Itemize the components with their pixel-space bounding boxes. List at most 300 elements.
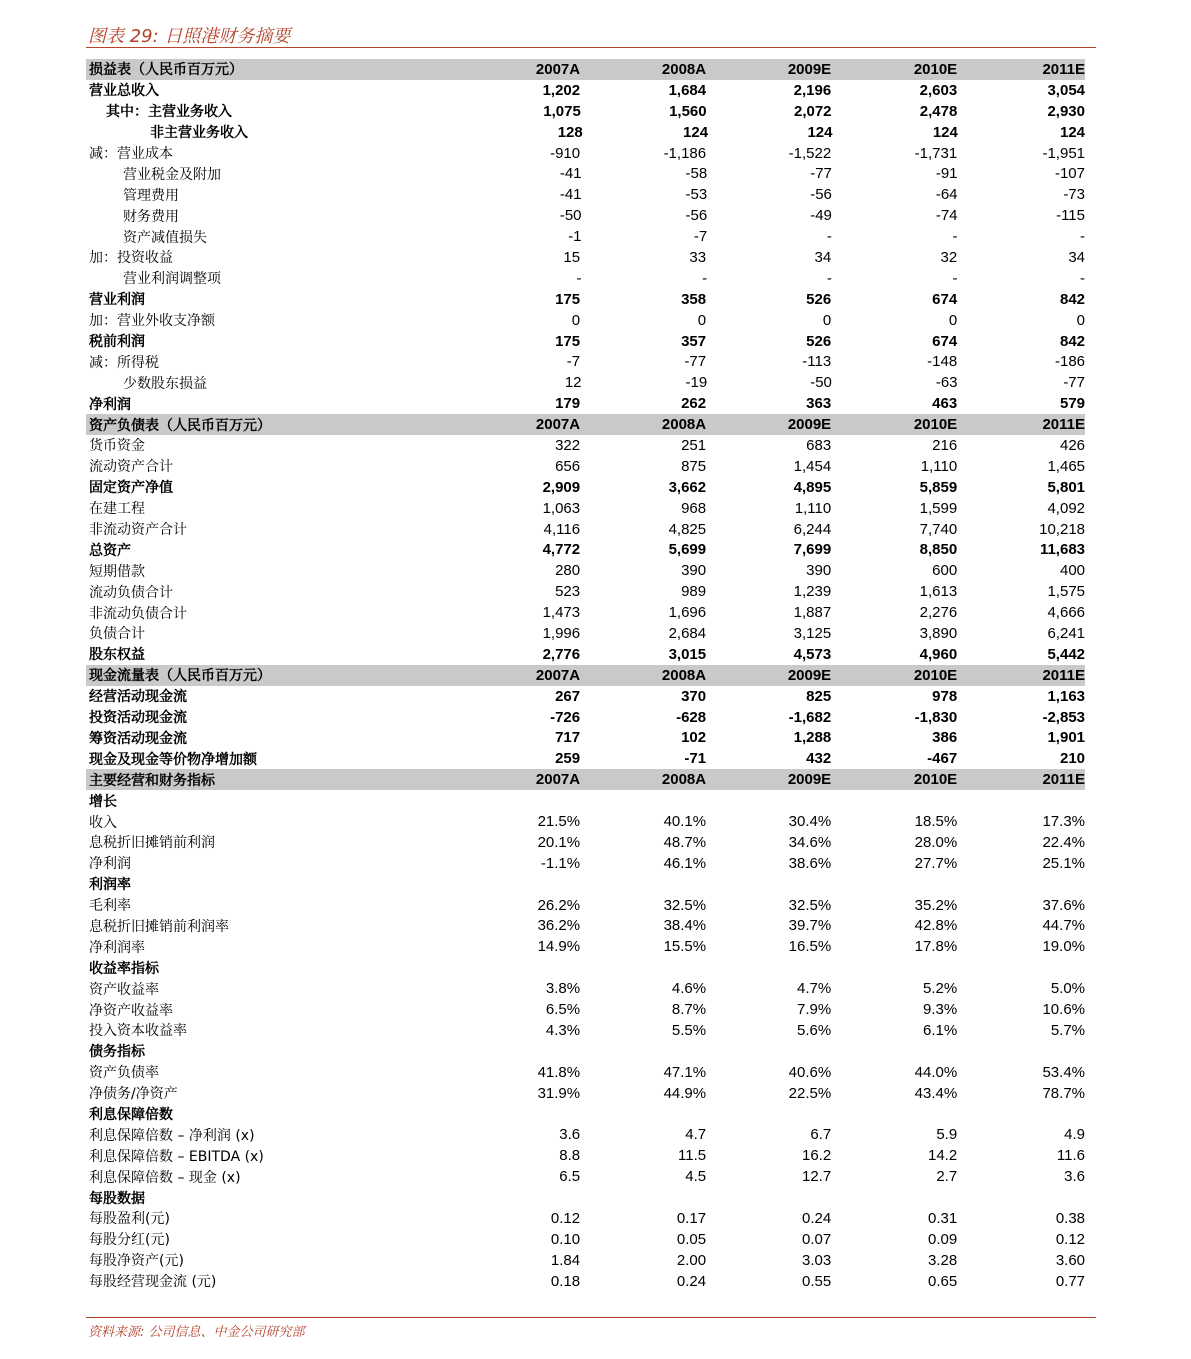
value-cell: -77 <box>1063 374 1085 392</box>
value-cell: 0 <box>948 311 958 329</box>
year-header-cell: 2007A <box>535 416 581 434</box>
value-cell: 17.8% <box>914 938 958 956</box>
value-cell: -73 <box>1063 186 1085 204</box>
value-cell: 8.7% <box>671 1001 707 1019</box>
section-header-row <box>86 59 1085 80</box>
value-cell: 48.7% <box>663 833 707 851</box>
row-label: 净资产收益率 <box>89 1002 173 1019</box>
value-cell: 251 <box>681 436 707 454</box>
value-cell: 47.1% <box>663 1063 707 1081</box>
row-label: 投入资本收益率 <box>89 1023 187 1040</box>
value-cell: -1,951 <box>1042 144 1086 162</box>
value-cell: 124 <box>932 123 958 141</box>
value-cell: 5,859 <box>919 478 958 496</box>
value-cell: -49 <box>810 207 832 225</box>
year-header-cell: 2011E <box>1042 771 1086 789</box>
value-cell: 0.24 <box>676 1272 707 1290</box>
table-row <box>86 1104 1085 1125</box>
value-cell: 1,110 <box>794 499 832 517</box>
year-header-cell: 2007A <box>535 60 581 78</box>
value-cell: 2,196 <box>793 81 832 99</box>
row-label: 营业税金及附加 <box>123 166 221 183</box>
table-row <box>86 1124 1085 1145</box>
value-cell: 262 <box>681 395 707 413</box>
value-cell: 432 <box>806 750 832 768</box>
table-row <box>86 1083 1085 1104</box>
year-header-cell: 2009E <box>787 771 832 789</box>
value-cell: 102 <box>681 729 707 747</box>
value-cell: -1,830 <box>914 708 958 726</box>
value-cell: 15.5% <box>663 938 707 956</box>
table-row <box>86 310 1085 331</box>
value-cell: -726 <box>550 708 581 726</box>
table-row <box>86 268 1085 289</box>
value-cell: -186 <box>1054 353 1086 371</box>
value-cell: 17.3% <box>1042 813 1086 830</box>
value-cell: 14.2 <box>927 1147 958 1165</box>
value-cell: -1,186 <box>663 144 707 162</box>
value-cell: 875 <box>681 457 707 475</box>
row-label: 营业利润调整项 <box>123 271 221 288</box>
value-cell: 175 <box>555 290 581 308</box>
table-row <box>86 1208 1085 1229</box>
value-cell: - <box>952 228 958 246</box>
value-cell: -50 <box>810 374 832 392</box>
value-cell: 78.7% <box>1042 1084 1086 1102</box>
value-cell: 0.24 <box>801 1209 832 1227</box>
value-cell: 39.7% <box>788 917 832 935</box>
table-row <box>86 874 1085 895</box>
table-row <box>86 435 1085 456</box>
row-label: 减：营业成本 <box>89 146 173 162</box>
value-cell: 390 <box>806 562 832 580</box>
table-row <box>86 623 1085 644</box>
value-cell: 1,075 <box>543 102 581 120</box>
row-label: 流动负债合计 <box>89 584 173 601</box>
value-cell: 386 <box>932 729 958 747</box>
year-header-cell: 2009E <box>787 416 832 434</box>
value-cell: 16.5% <box>788 938 832 956</box>
table-row <box>86 1250 1085 1271</box>
row-label: 筹资活动现金流 <box>89 730 187 747</box>
year-header-cell: 2010E <box>913 771 958 789</box>
table-row <box>86 101 1085 122</box>
value-cell: 523 <box>555 583 581 601</box>
value-cell: 4.7 <box>685 1126 707 1144</box>
value-cell: 53.4% <box>1042 1063 1086 1081</box>
table-row <box>86 477 1085 498</box>
row-label: 利息保障倍数 – 现金 (x) <box>89 1169 241 1186</box>
table-row <box>86 936 1085 957</box>
value-cell: 2,072 <box>793 102 832 120</box>
section-title: 资产负债表（人民币百万元） <box>89 417 271 434</box>
value-cell: 0.12 <box>1055 1230 1086 1248</box>
value-cell: 12 <box>564 374 582 392</box>
value-cell: -107 <box>1054 165 1085 183</box>
value-cell: 124 <box>1059 123 1086 141</box>
value-cell: 3.6 <box>1064 1168 1086 1186</box>
value-cell: 400 <box>1059 562 1086 580</box>
value-cell: 1.84 <box>550 1251 581 1269</box>
value-cell: - <box>952 269 958 287</box>
value-cell: 38.6% <box>788 854 832 872</box>
table-row <box>86 372 1085 393</box>
table-row <box>86 456 1085 477</box>
value-cell: 674 <box>932 332 958 350</box>
value-cell: 5,442 <box>1047 645 1086 663</box>
value-cell: -1.1% <box>540 854 581 872</box>
value-cell: 363 <box>806 395 832 413</box>
value-cell: 7,699 <box>793 541 832 559</box>
table-row <box>86 289 1085 310</box>
table-row <box>86 602 1085 623</box>
value-cell: - <box>576 269 582 287</box>
value-cell: -148 <box>927 353 958 371</box>
table-row <box>86 790 1085 811</box>
value-cell: 0.18 <box>550 1272 581 1290</box>
value-cell: 20.1% <box>537 833 581 851</box>
value-cell: 3,054 <box>1047 81 1086 99</box>
value-cell: 1,110 <box>920 457 958 475</box>
year-header-cell: 2007A <box>535 666 581 684</box>
row-label: 每股分红(元) <box>89 1232 170 1249</box>
value-cell: - <box>826 228 832 246</box>
year-header-cell: 2011E <box>1042 416 1086 434</box>
value-cell: 2,603 <box>919 81 958 99</box>
value-cell: 34.6% <box>788 833 832 851</box>
value-cell: 4,116 <box>543 520 581 538</box>
value-cell: 674 <box>932 290 958 308</box>
row-label: 毛利率 <box>89 898 131 915</box>
value-cell: 2,776 <box>542 645 581 663</box>
table-row <box>86 560 1085 581</box>
title-divider <box>86 47 1096 48</box>
row-label: 非主营业务收入 <box>150 125 248 142</box>
value-cell: 44.9% <box>663 1084 707 1102</box>
year-header-cell: 2008A <box>661 60 707 78</box>
row-label: 收入 <box>89 814 117 831</box>
value-cell: 31.9% <box>537 1084 581 1102</box>
row-label: 净利润 <box>89 396 131 413</box>
value-cell: 32.5% <box>788 896 832 914</box>
value-cell: 4,092 <box>1047 499 1086 517</box>
value-cell: 4.3% <box>545 1021 581 1039</box>
table-row <box>86 748 1085 769</box>
value-cell: -77 <box>684 353 707 371</box>
row-label: 管理费用 <box>123 187 179 204</box>
table-row <box>86 498 1085 519</box>
value-cell: 1,901 <box>1047 729 1086 747</box>
value-cell: 968 <box>681 499 707 517</box>
value-cell: 42.8% <box>914 917 958 935</box>
value-cell: 19.0% <box>1042 938 1086 956</box>
row-label: 加：投资收益 <box>89 250 173 267</box>
value-cell: 426 <box>1059 436 1086 454</box>
value-cell: 21.5% <box>537 813 581 830</box>
row-label: 减：所得税 <box>89 354 159 371</box>
value-cell: 2,909 <box>542 478 581 496</box>
year-header-cell: 2008A <box>661 666 707 684</box>
value-cell: 358 <box>681 290 707 308</box>
value-cell: 2,478 <box>919 102 958 120</box>
value-cell: 322 <box>555 436 581 454</box>
value-cell: 25.1% <box>1042 854 1086 872</box>
value-cell: -64 <box>935 186 958 204</box>
value-cell: -467 <box>927 750 958 768</box>
row-label: 营业总收入 <box>89 83 159 100</box>
table-row <box>86 143 1085 164</box>
table-row <box>86 853 1085 874</box>
value-cell: 4.6% <box>671 980 707 998</box>
value-cell: -910 <box>550 144 581 162</box>
value-cell: 280 <box>555 562 581 580</box>
year-header-cell: 2009E <box>787 666 832 684</box>
row-label: 财务费用 <box>123 208 179 225</box>
value-cell: 1,560 <box>669 102 707 120</box>
value-cell: 5.2% <box>922 980 958 998</box>
value-cell: 2.00 <box>676 1251 707 1269</box>
row-label: 股东权益 <box>89 647 145 664</box>
value-cell: 22.4% <box>1042 833 1086 851</box>
row-label: 利息保障倍数 <box>89 1106 173 1123</box>
value-cell: 0.55 <box>801 1272 832 1290</box>
value-cell: 0.12 <box>550 1209 581 1227</box>
row-label: 每股经营现金流 (元) <box>89 1274 217 1291</box>
value-cell: 210 <box>1059 750 1086 768</box>
row-label: 非流动资产合计 <box>89 522 187 539</box>
row-label: 息税折旧摊销前利润 <box>89 835 215 852</box>
value-cell: -628 <box>676 708 707 726</box>
table-row <box>86 1041 1085 1062</box>
table-row <box>86 581 1085 602</box>
value-cell: 124 <box>807 123 833 141</box>
value-cell: 4.7% <box>796 980 832 998</box>
section-header-row <box>86 769 1085 790</box>
value-cell: - <box>826 269 832 287</box>
value-cell: 41.8% <box>537 1063 581 1081</box>
value-cell: 1,063 <box>542 499 581 517</box>
table-row <box>86 331 1085 352</box>
table-row <box>86 80 1085 101</box>
value-cell: 267 <box>555 687 581 705</box>
value-cell: 8,850 <box>919 541 958 559</box>
row-label: 利息保障倍数 – EBITDA (x) <box>89 1148 264 1165</box>
figure-title: 图表 29: 日照港财务摘要 <box>88 26 291 47</box>
row-label: 每股盈利(元) <box>89 1211 170 1228</box>
row-label: 总资产 <box>89 542 131 559</box>
value-cell: 978 <box>932 687 958 705</box>
year-header-cell: 2010E <box>913 416 958 434</box>
table-row <box>86 644 1085 665</box>
value-cell: 6.5 <box>559 1168 581 1186</box>
value-cell: -91 <box>935 165 958 183</box>
row-label: 少数股东损益 <box>123 375 207 392</box>
row-label: 利润率 <box>89 877 131 894</box>
value-cell: 6.1% <box>922 1021 958 1039</box>
value-cell: 4.5 <box>685 1168 707 1186</box>
value-cell: -7 <box>693 228 708 246</box>
value-cell: 1,613 <box>919 583 958 601</box>
row-label: 每股净资产(元) <box>89 1253 184 1270</box>
value-cell: -63 <box>935 374 958 392</box>
value-cell: 35.2% <box>914 896 958 914</box>
value-cell: 390 <box>681 562 707 580</box>
value-cell: 46.1% <box>663 854 707 872</box>
value-cell: -58 <box>685 165 708 183</box>
row-label: 在建工程 <box>89 501 145 518</box>
value-cell: 33 <box>689 248 707 266</box>
footer-divider <box>86 1317 1096 1318</box>
value-cell: 1,473 <box>542 604 581 622</box>
value-cell: - <box>1080 269 1085 287</box>
table-row <box>86 895 1085 916</box>
section-title: 现金流量表（人民币百万元） <box>89 668 271 685</box>
table-row <box>86 1271 1085 1292</box>
row-label: 债务指标 <box>89 1044 145 1061</box>
value-cell: 0.10 <box>550 1230 581 1248</box>
value-cell: -77 <box>810 165 832 183</box>
row-label: 净利润 <box>89 856 131 873</box>
value-cell: 124 <box>683 123 709 141</box>
row-label: 固定资产净值 <box>89 480 173 497</box>
value-cell: -74 <box>935 207 958 225</box>
row-label: 利息保障倍数 – 净利润 (x) <box>89 1127 255 1144</box>
value-cell: 989 <box>681 583 707 601</box>
value-cell: -1,522 <box>788 144 832 162</box>
section-header-row <box>86 665 1085 686</box>
value-cell: 3.60 <box>1055 1251 1086 1269</box>
value-cell: 11.6 <box>1056 1147 1086 1165</box>
value-cell: 4,573 <box>793 645 832 663</box>
value-cell: 7,740 <box>919 520 958 538</box>
value-cell: 2.7 <box>936 1168 958 1186</box>
value-cell: 3,662 <box>668 478 707 496</box>
value-cell: 717 <box>555 729 581 747</box>
table-row <box>86 957 1085 978</box>
value-cell: 1,887 <box>793 604 832 622</box>
value-cell: 40.1% <box>663 813 707 830</box>
table-row <box>86 1229 1085 1250</box>
row-label: 其中：主营业务收入 <box>106 104 232 121</box>
value-cell: -53 <box>685 186 708 204</box>
value-cell: 1,454 <box>793 457 832 475</box>
row-label: 负债合计 <box>89 626 145 643</box>
value-cell: 0.05 <box>676 1230 707 1248</box>
value-cell: 0.65 <box>927 1272 958 1290</box>
value-cell: 36.2% <box>537 917 581 935</box>
value-cell: 10,218 <box>1039 520 1086 538</box>
value-cell: - <box>702 269 708 287</box>
value-cell: 0.17 <box>676 1209 707 1227</box>
value-cell: - <box>1080 228 1085 246</box>
table-row <box>86 686 1085 707</box>
row-label: 现金及现金等价物净增加额 <box>89 751 257 768</box>
row-label: 资产减值损失 <box>123 229 207 246</box>
year-header-cell: 2010E <box>913 60 958 78</box>
row-label: 加：营业外收支净额 <box>89 313 215 330</box>
value-cell: 18.5% <box>914 813 958 830</box>
year-header-cell: 2011E <box>1042 60 1086 78</box>
value-cell: -1,731 <box>914 144 958 162</box>
value-cell: 3.03 <box>801 1251 832 1269</box>
value-cell: 40.6% <box>788 1063 832 1081</box>
row-label: 净利润率 <box>89 939 145 956</box>
value-cell: 3,125 <box>793 624 832 642</box>
value-cell: 7.9% <box>796 1001 832 1019</box>
value-cell: 34 <box>814 248 832 266</box>
year-header-cell: 2007A <box>535 771 581 789</box>
source-note: 资料来源: 公司信息、中金公司研究部 <box>88 1325 305 1340</box>
value-cell: 32 <box>940 248 958 266</box>
value-cell: 0 <box>1076 311 1086 329</box>
value-cell: 28.0% <box>914 833 958 851</box>
value-cell: 3.6 <box>559 1126 581 1144</box>
section-header-row <box>86 414 1085 435</box>
value-cell: 5,801 <box>1047 478 1086 496</box>
table-row <box>86 539 1085 560</box>
value-cell: 0 <box>571 311 581 329</box>
value-cell: 6.5% <box>545 1001 581 1019</box>
table-row <box>86 226 1085 247</box>
value-cell: 5.0% <box>1050 980 1086 998</box>
value-cell: 11,683 <box>1039 541 1086 559</box>
value-cell: 4.9 <box>1064 1126 1086 1144</box>
table-row <box>86 247 1085 268</box>
value-cell: 8.8 <box>559 1147 581 1165</box>
row-label: 资产负债率 <box>89 1065 159 1082</box>
value-cell: 3,015 <box>668 645 707 663</box>
value-cell: 1,996 <box>542 624 581 642</box>
value-cell: 10.6% <box>1042 1001 1086 1019</box>
table-row <box>86 1187 1085 1208</box>
value-cell: 44.7% <box>1042 917 1086 935</box>
value-cell: 0.38 <box>1055 1209 1086 1227</box>
value-cell: 22.5% <box>788 1084 832 1102</box>
value-cell: 14.9% <box>537 938 581 956</box>
value-cell: 526 <box>806 332 832 350</box>
table-row <box>86 1062 1085 1083</box>
table-row <box>86 184 1085 205</box>
value-cell: 2,276 <box>919 604 958 622</box>
value-cell: 44.0% <box>914 1063 958 1081</box>
value-cell: 463 <box>932 395 958 413</box>
value-cell: 26.2% <box>537 896 581 914</box>
value-cell: 9.3% <box>922 1001 958 1019</box>
value-cell: 370 <box>681 687 707 705</box>
value-cell: 34 <box>1068 248 1086 266</box>
value-cell: 5.7% <box>1050 1021 1086 1039</box>
table-row <box>86 1166 1085 1187</box>
table-row <box>86 916 1085 937</box>
value-cell: 1,465 <box>1047 457 1086 475</box>
value-cell: 1,202 <box>542 81 581 99</box>
value-cell: 842 <box>1059 290 1086 308</box>
value-cell: 600 <box>932 562 958 580</box>
value-cell: 1,239 <box>793 583 832 601</box>
value-cell: 2,930 <box>1047 102 1085 120</box>
table-row <box>86 1145 1085 1166</box>
value-cell: 5,699 <box>668 541 707 559</box>
table-row <box>86 978 1085 999</box>
value-cell: 1,575 <box>1047 583 1086 601</box>
value-cell: 0 <box>697 311 707 329</box>
value-cell: -41 <box>559 186 582 204</box>
value-cell: 1,163 <box>1047 687 1086 705</box>
value-cell: 6,241 <box>1047 624 1086 642</box>
value-cell: 5.5% <box>671 1021 707 1039</box>
value-cell: 30.4% <box>788 813 832 830</box>
value-cell: 32.5% <box>663 896 707 914</box>
